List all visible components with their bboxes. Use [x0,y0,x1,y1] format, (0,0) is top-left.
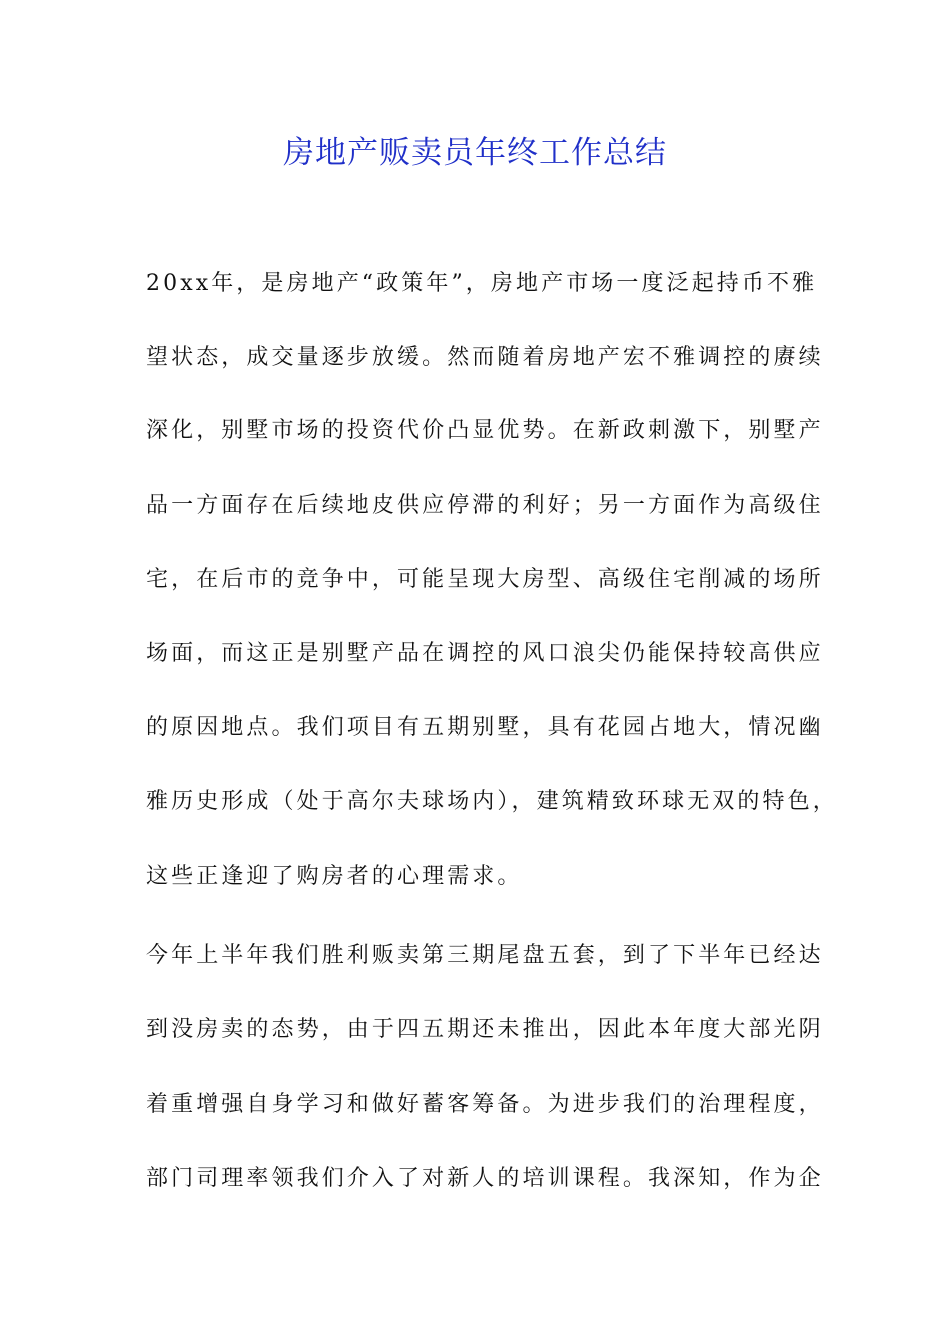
body-line: 望状态，成交量逐步放缓。然而随着房地产宏不雅调控的赓续 [146,345,824,370]
body-line: 部门司理率领我们介入了对新人的培训课程。我深知，作为企 [146,1166,824,1191]
body-line: 品一方面存在后续地皮供应停滞的利好；另一方面作为高级住 [146,493,824,518]
body-line: 今年上半年我们胜利贩卖第三期尾盘五套，到了下半年已经达 [146,943,824,968]
body-line: 20xx年，是房地产“政策年”，房地产市场一度泛起持币不雅 [146,271,818,296]
body-line: 这些正逢迎了购房者的心理需求。 [146,864,523,889]
body-line: 场面，而这正是别墅产品在调控的风口浪尖仍能保持较高供应 [146,641,824,666]
body-line: 着重增强自身学习和做好蓄客筹备。为进步我们的治理程度， [146,1092,824,1117]
body-line: 宅，在后市的竞争中，可能呈现大房型、高级住宅削减的场所 [146,567,824,592]
document-title: 房地产贩卖员年终工作总结 [283,135,667,171]
body-line: 深化，别墅市场的投资代价凸显优势。在新政刺激下，别墅产 [146,418,824,443]
body-line: 到没房卖的态势，由于四五期还未推出，因此本年度大部光阴 [146,1017,824,1042]
body-line: 雅历史形成（处于高尔夫球场内），建筑精致环球无双的特色， [146,789,838,814]
body-line: 的原因地点。我们项目有五期别墅，具有花园占地大，情况幽 [146,715,824,740]
